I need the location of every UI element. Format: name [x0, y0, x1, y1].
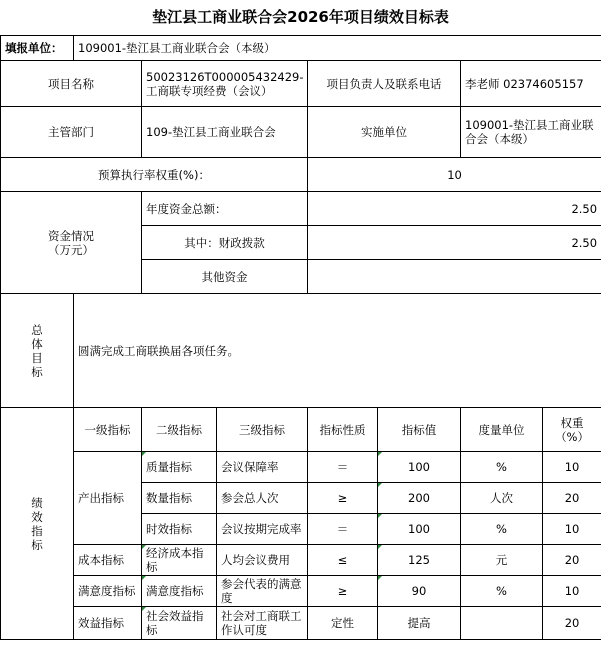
- funds-other-value: [308, 260, 601, 294]
- weight-cell: 20: [543, 607, 601, 640]
- budget-weight-value: 10: [308, 158, 601, 192]
- dept-value: 109-垫江县工商业联合会: [142, 107, 308, 158]
- level3-cell: 社会对工商联工作认可度: [217, 607, 308, 640]
- col-header-unit: 度量单位: [461, 408, 543, 452]
- project-name-value: 50023126T000005432429-工商联专项经费（会议）: [142, 61, 308, 107]
- level2-cell: 质量指标: [142, 452, 217, 483]
- value-cell: 100: [378, 514, 461, 545]
- project-name-row: [1, 61, 601, 107]
- funds-total-label: 年度资金总额：: [142, 192, 308, 226]
- filing-unit-row: [1, 36, 601, 61]
- unit-cell: %: [461, 576, 543, 607]
- perf-header-row: [1, 408, 601, 452]
- unit-cell: %: [461, 514, 543, 545]
- col-header-weight: 权重（%）: [543, 408, 601, 452]
- col-header-level3: 三级指标: [217, 408, 308, 452]
- col-header-level2: 二级指标: [142, 408, 217, 452]
- nature-cell: ＝: [308, 452, 378, 483]
- weight-cell: 20: [543, 483, 601, 514]
- overall-goal-row: [1, 294, 601, 408]
- level3-cell: 人均会议费用: [217, 545, 308, 576]
- table-row: [1, 576, 601, 607]
- level2-cell: 社会效益指标: [142, 607, 217, 640]
- filing-unit-value: 109001-垫江县工商业联合会（本级）: [74, 36, 601, 61]
- funds-label-line1: 资金情况: [48, 228, 94, 243]
- project-name-label: 项目名称: [1, 61, 142, 107]
- col-header-value: 指标值: [378, 408, 461, 452]
- nature-cell: ≥: [308, 483, 378, 514]
- level3-cell: 会议保障率: [217, 452, 308, 483]
- col-header-level1: 一级指标: [74, 408, 142, 452]
- table-row: [1, 545, 601, 576]
- funds-label-line2: （万元）: [48, 242, 94, 257]
- table-row: [1, 452, 601, 483]
- filing-unit-label: 填报单位：: [1, 36, 74, 61]
- nature-cell: ≤: [308, 545, 378, 576]
- funds-total-value: 2.50: [308, 192, 601, 226]
- funds-other-label: 其他资金: [142, 260, 308, 294]
- nature-cell: ＝: [308, 514, 378, 545]
- nature-cell: 定性: [308, 607, 378, 640]
- level1-cost: 成本指标: [74, 545, 142, 576]
- unit-cell: 人次: [461, 483, 543, 514]
- dept-row: [1, 107, 601, 158]
- level1-benefit: 效益指标: [74, 607, 142, 640]
- perf-indicator-label: [1, 408, 74, 640]
- project-owner-label: 项目负责人及联系电话: [308, 61, 461, 107]
- funds-fiscal-value: 2.50: [308, 226, 601, 260]
- level3-cell: 参会代表的满意度: [217, 576, 308, 607]
- performance-target-table: [0, 35, 601, 640]
- level2-cell: 数量指标: [142, 483, 217, 514]
- level2-cell: 时效指标: [142, 514, 217, 545]
- perf-label-char: 指: [31, 523, 43, 538]
- value-cell: 125: [378, 545, 461, 576]
- weight-cell: 10: [543, 576, 601, 607]
- budget-weight-label: 预算执行率权重(%)：: [1, 158, 308, 192]
- weight-cell: 20: [543, 545, 601, 576]
- overall-goal-text: 圆满完成工商联换届各项任务。: [74, 294, 601, 408]
- perf-label-char: 绩: [31, 495, 43, 510]
- goal-label-char: 标: [31, 364, 43, 379]
- level2-cell: 满意度指标: [142, 576, 217, 607]
- budget-weight-row: [1, 158, 601, 192]
- col-header-nature: 指标性质: [308, 408, 378, 452]
- weight-cell: 10: [543, 514, 601, 545]
- project-owner-value: 李老师 02374605157: [461, 61, 601, 107]
- value-cell: 200: [378, 483, 461, 514]
- funds-total-row: [1, 192, 601, 226]
- unit-cell: 元: [461, 545, 543, 576]
- page-title: 垫江县工商业联合会2026年项目绩效目标表: [152, 8, 449, 26]
- value-cell: 90: [378, 576, 461, 607]
- level1-output: 产出指标: [74, 452, 142, 545]
- perf-label-char: 效: [31, 509, 43, 524]
- perf-label-char: 标: [31, 537, 43, 552]
- level1-satisfaction: 满意度指标: [74, 576, 142, 607]
- value-cell: 提高: [378, 607, 461, 640]
- goal-label-char: 体: [31, 336, 43, 351]
- goal-label-char: 总: [31, 322, 43, 337]
- value-cell: 100: [378, 452, 461, 483]
- impl-unit-value: 109001-垫江县工商业联合会（本级）: [461, 107, 601, 158]
- level3-cell: 参会总人次: [217, 483, 308, 514]
- impl-unit-label: 实施单位: [308, 107, 461, 158]
- unit-cell: [461, 607, 543, 640]
- dept-label: 主管部门: [1, 107, 142, 158]
- unit-cell: %: [461, 452, 543, 483]
- table-row: [1, 607, 601, 640]
- goal-label-char: 目: [31, 350, 43, 365]
- nature-cell: ≥: [308, 576, 378, 607]
- level2-cell: 经济成本指标: [142, 545, 217, 576]
- funds-label: [1, 192, 142, 294]
- funds-fiscal-label: 其中：财政拨款: [142, 226, 308, 260]
- overall-goal-label: [1, 294, 74, 408]
- weight-cell: 10: [543, 452, 601, 483]
- level3-cell: 会议按期完成率: [217, 514, 308, 545]
